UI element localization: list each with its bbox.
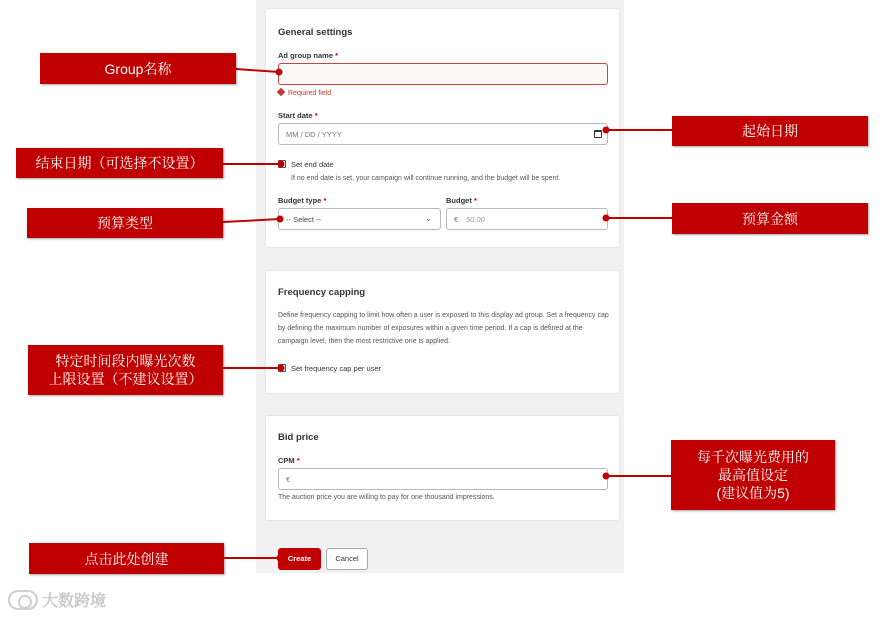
connector-group-name xyxy=(236,69,279,72)
end-date-hint: If no end date is set, your campaign will continue running, and the budget will be spent. xyxy=(291,175,561,182)
cpm-label-text: CPM xyxy=(278,456,295,465)
required-mark: * xyxy=(314,111,318,120)
required-mark: * xyxy=(335,51,339,60)
callout-budget-amount: 预算金额 xyxy=(672,203,868,234)
start-date-placeholder: MM / DD / YYYY xyxy=(286,130,342,139)
callout-cpm-line2: 最高值设定 xyxy=(718,467,788,483)
connector-budget-type xyxy=(223,219,280,222)
ad-group-name-label-text: Ad group name xyxy=(278,51,334,60)
watermark-logo xyxy=(8,588,106,611)
frequency-capping-title: Frequency capping xyxy=(278,287,366,298)
start-date-label-text: Start date xyxy=(278,111,313,120)
required-mark: * xyxy=(473,196,477,205)
chevron-down-icon: ⌄ xyxy=(425,214,432,223)
brand-logo-icon xyxy=(8,590,38,610)
general-settings-title: General settings xyxy=(278,27,353,38)
callout-cpm-line3: (建议值为5) xyxy=(716,485,790,501)
frequency-cap-label[interactable]: Set frequency cap per user xyxy=(291,364,382,373)
callout-start-date: 起始日期 xyxy=(672,116,868,146)
callout-frequency-line2: 上限设置（不建议设置） xyxy=(48,371,203,387)
create-button[interactable]: Create xyxy=(278,548,321,570)
callout-cpm-line1: 每千次曝光费用的 xyxy=(697,449,809,465)
callout-frequency-line1: 特定时间段内曝光次数 xyxy=(55,353,196,369)
callout-frequency xyxy=(28,345,223,395)
budget-type-label-text: Budget type xyxy=(278,196,322,205)
error-text: Required field xyxy=(288,90,332,97)
budget-label-text: Budget xyxy=(446,196,472,205)
callout-cpm xyxy=(671,440,835,510)
frequency-capping-description: Define frequency capping to limit how often a user is exposed to this display ad group. Set a frequency cap by defining the maximum number of exposures within a given time period. If a cap is defined at the campaign level, then the most restrictive one is applied. xyxy=(278,312,609,345)
required-mark: * xyxy=(323,196,327,205)
cpm-currency: € xyxy=(286,475,291,484)
required-mark: * xyxy=(296,456,300,465)
set-end-date-label[interactable]: Set end date xyxy=(291,160,334,169)
cancel-button[interactable]: Cancel xyxy=(326,548,368,570)
budget-type-value: -- Select -- xyxy=(286,215,322,224)
bid-price-title: Bid price xyxy=(278,432,319,443)
callout-end-date: 结束日期（可选择不设置） xyxy=(16,148,223,178)
cpm-hint: The auction price you are willing to pay for one thousand impressions. xyxy=(278,494,495,501)
watermark-text: 大数跨境 xyxy=(42,593,107,610)
budget-placeholder: 50.00 xyxy=(466,215,485,224)
callout-budget-type: 预算类型 xyxy=(27,208,223,238)
budget-currency: € xyxy=(454,215,459,224)
callout-create: 点击此处创建 xyxy=(29,543,224,574)
callout-group-name: Group名称 xyxy=(40,53,236,84)
